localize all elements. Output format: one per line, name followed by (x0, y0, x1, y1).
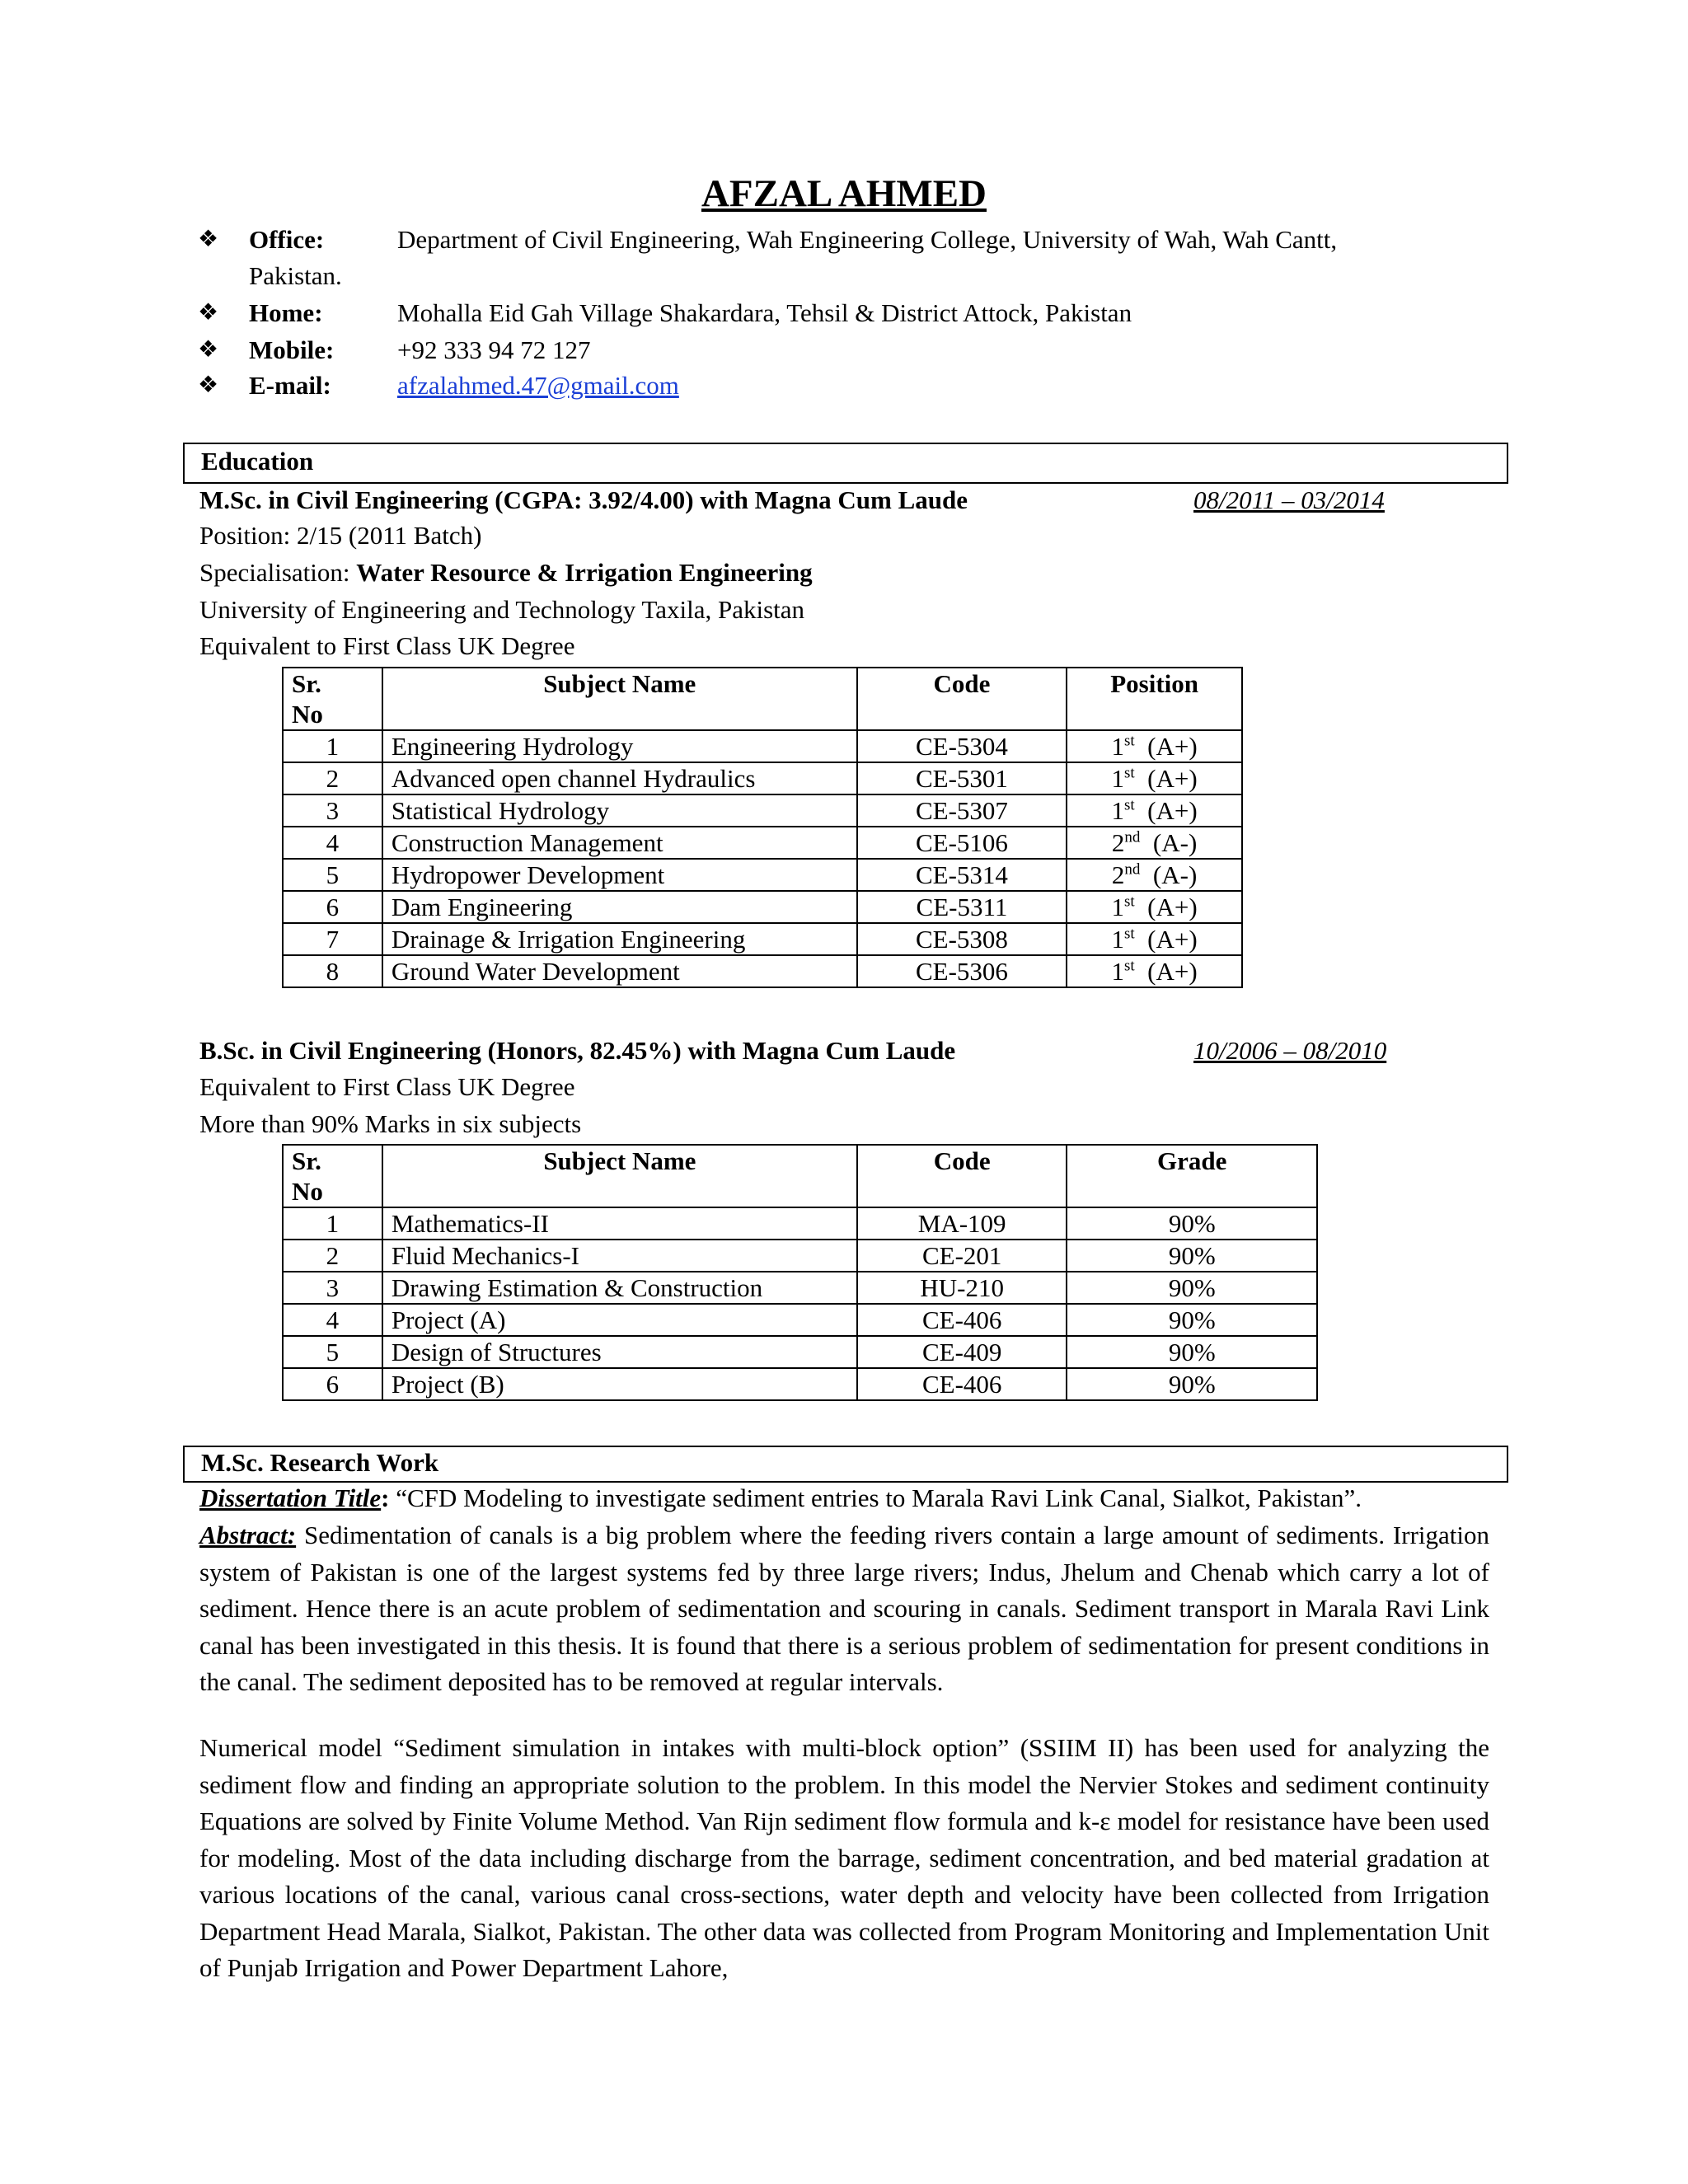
table-row (283, 1304, 1317, 1336)
email-label: E-mail: (249, 371, 331, 400)
diamond-bullet-icon: ❖ (198, 373, 219, 398)
code-cell: CE-5311 (857, 891, 1067, 923)
sr-cell: 7 (283, 923, 382, 955)
sr-cell: 8 (283, 955, 382, 987)
table-row (283, 891, 1242, 923)
mobile-label: Mobile: (249, 335, 335, 364)
dissertation-colon: : (381, 1483, 396, 1512)
code-cell: CE-5304 (857, 730, 1067, 762)
abstract-label: Abstract: (199, 1521, 297, 1549)
table-header-subject: Subject Name (382, 1145, 857, 1207)
code-cell: CE-5308 (857, 923, 1067, 955)
home-value: Mohalla Eid Gah Village Shakardara, Tehsil & District Attock, Pakistan (397, 298, 1132, 327)
bsc-marks: More than 90% Marks in six subjects (199, 1109, 582, 1138)
table-row (283, 1207, 1317, 1240)
table-row (283, 762, 1242, 794)
mobile-value: +92 333 94 72 127 (397, 335, 591, 364)
msc-equivalent: Equivalent to First Class UK Degree (199, 631, 575, 660)
msc-position: Position: 2/15 (2011 Batch) (199, 521, 482, 550)
grade-cell: 90% (1067, 1304, 1317, 1336)
specialisation-value: Water Resource & Irrigation Engineering (356, 558, 813, 587)
subject-cell: Hydropower Development (382, 859, 857, 891)
code-cell: CE-409 (857, 1336, 1067, 1368)
subject-cell: Engineering Hydrology (382, 730, 857, 762)
table-row (283, 1240, 1317, 1272)
abstract-paragraph-2: Numerical model “Sediment simulation in intakes with multi-block option” (SSIIM II) has been used for analyzing the sediment flow and finding an appropriate solution to the problem. In this model the Nervier Stokes and sediment continuity Equations are solved by Finite Volume Method. Van Rijn sediment flow formula and k-ε model for resistance have been used for modeling. Most of the data including discharge from the barrage, sediment concentration, and bed material gradation at various locations of the canal, various canal cross-sections, water depth and velocity have been collected from Irrigation Department Head Marala, Sialkot, Pakistan. The other data was collected from Program Monitoring and Implementation Unit of Punjab Irrigation and Power Department Lahore, (199, 1733, 1489, 1982)
diamond-bullet-icon: ❖ (198, 300, 219, 326)
table-header-sr: Sr. No (283, 1145, 382, 1207)
bsc-title: B.Sc. in Civil Engineering (Honors, 82.45%) with Magna Cum Laude (199, 1036, 956, 1065)
table-row (283, 1272, 1317, 1304)
specialisation-label: Specialisation: (199, 558, 357, 587)
dissertation-line (199, 1480, 1362, 1516)
sr-cell: 3 (283, 1272, 382, 1304)
dissertation-label: Dissertation Title (199, 1483, 382, 1512)
table-row (283, 794, 1242, 827)
name-title: AFZAL AHMED (701, 172, 987, 215)
code-cell: CE-406 (857, 1304, 1067, 1336)
sr-cell: 4 (283, 827, 382, 859)
position-cell: 1st (A+) (1067, 762, 1242, 794)
subject-cell: Dam Engineering (382, 891, 857, 923)
office-label: Office: (249, 225, 325, 254)
code-cell: CE-5306 (857, 955, 1067, 987)
code-cell: MA-109 (857, 1207, 1067, 1240)
sr-cell: 5 (283, 1336, 382, 1368)
msc-university: University of Engineering and Technology Taxila, Pakistan (199, 595, 805, 624)
subject-cell: Drawing Estimation & Construction (382, 1272, 857, 1304)
msc-specialisation (199, 555, 813, 591)
subject-cell: Ground Water Development (382, 955, 857, 987)
sr-cell: 4 (283, 1304, 382, 1336)
abstract-paragraph-1 (199, 1517, 1489, 1701)
sr-cell: 2 (283, 762, 382, 794)
research-heading: M.Sc. Research Work (201, 1448, 439, 1477)
code-cell: HU-210 (857, 1272, 1067, 1304)
subject-cell: Mathematics-II (382, 1207, 857, 1240)
subject-cell: Statistical Hydrology (382, 794, 857, 827)
code-cell: CE-5106 (857, 827, 1067, 859)
sr-cell: 3 (283, 794, 382, 827)
position-cell: 1st (A+) (1067, 730, 1242, 762)
table-header-position: Position (1067, 668, 1242, 730)
sr-cell: 5 (283, 859, 382, 891)
code-cell: CE-5314 (857, 859, 1067, 891)
grade-cell: 90% (1067, 1207, 1317, 1240)
subject-cell: Drainage & Irrigation Engineering (382, 923, 857, 955)
code-cell: CE-406 (857, 1368, 1067, 1400)
subject-cell: Project (A) (382, 1304, 857, 1336)
table-row (283, 923, 1242, 955)
position-cell: 1st (A+) (1067, 891, 1242, 923)
position-cell: 2nd (A-) (1067, 827, 1242, 859)
subject-cell: Advanced open channel Hydraulics (382, 762, 857, 794)
sr-cell: 1 (283, 730, 382, 762)
grade-cell: 90% (1067, 1336, 1317, 1368)
home-label: Home: (249, 298, 323, 327)
sr-cell: 6 (283, 1368, 382, 1400)
code-cell: CE-5307 (857, 794, 1067, 827)
dissertation-value: “CFD Modeling to investigate sediment entries to Marala Ravi Link Canal, Sialkot, Pakistan”. (396, 1483, 1362, 1512)
grade-cell: 90% (1067, 1368, 1317, 1400)
table-row (283, 1368, 1317, 1400)
code-cell: CE-5301 (857, 762, 1067, 794)
msc-title: M.Sc. in Civil Engineering (CGPA: 3.92/4.00) with Magna Cum Laude (199, 485, 968, 514)
diamond-bullet-icon: ❖ (198, 227, 219, 252)
sr-cell: 2 (283, 1240, 382, 1272)
education-heading: Education (201, 447, 314, 476)
grade-cell: 90% (1067, 1240, 1317, 1272)
table-header-code: Code (857, 668, 1067, 730)
table-row (283, 955, 1242, 987)
education-section-header (183, 443, 1508, 484)
subject-cell: Design of Structures (382, 1336, 857, 1368)
office-value-continued: Pakistan. (249, 261, 342, 290)
table-row (283, 1336, 1317, 1368)
msc-date: 08/2011 – 03/2014 (1193, 485, 1385, 514)
diamond-bullet-icon: ❖ (198, 337, 219, 363)
subject-cell: Project (B) (382, 1368, 857, 1400)
table-row (283, 859, 1242, 891)
table-header-grade: Grade (1067, 1145, 1317, 1207)
position-cell: 1st (A+) (1067, 955, 1242, 987)
sr-cell: 1 (283, 1207, 382, 1240)
msc-subjects-table (282, 667, 1243, 988)
position-cell: 1st (A+) (1067, 923, 1242, 955)
bsc-equivalent: Equivalent to First Class UK Degree (199, 1072, 575, 1101)
position-cell: 2nd (A-) (1067, 859, 1242, 891)
bsc-date: 10/2006 – 08/2010 (1193, 1036, 1387, 1065)
abstract-text-1: Sedimentation of canals is a big problem where the feeding rivers contain a large amount of sediments. Irrigation system of Pakistan is one of the largest systems fed by three large rivers; Indus, Jhelum and Chenab which carry a lot of sediment. Hence there is an acute problem of sedimentation and scouring in canals. Sediment transport in Marala Ravi Link canal has been investigated in this thesis. It is found that there is a serious problem of sedimentation for present conditions in the canal. The sediment deposited has to be removed at regular intervals. (199, 1521, 1489, 1696)
table-row (283, 827, 1242, 859)
position-cell: 1st (A+) (1067, 794, 1242, 827)
research-section-header (183, 1446, 1508, 1483)
table-header-subject: Subject Name (382, 668, 857, 730)
office-value: Department of Civil Engineering, Wah Engineering College, University of Wah, Wah Cantt, (397, 225, 1338, 254)
table-row (283, 730, 1242, 762)
bsc-subjects-table (282, 1144, 1318, 1401)
subject-cell: Fluid Mechanics-I (382, 1240, 857, 1272)
code-cell: CE-201 (857, 1240, 1067, 1272)
email-link[interactable]: afzalahmed.47@gmail.com (397, 371, 679, 400)
table-header-code: Code (857, 1145, 1067, 1207)
grade-cell: 90% (1067, 1272, 1317, 1304)
table-header-sr: Sr. No (283, 668, 382, 730)
subject-cell: Construction Management (382, 827, 857, 859)
sr-cell: 6 (283, 891, 382, 923)
